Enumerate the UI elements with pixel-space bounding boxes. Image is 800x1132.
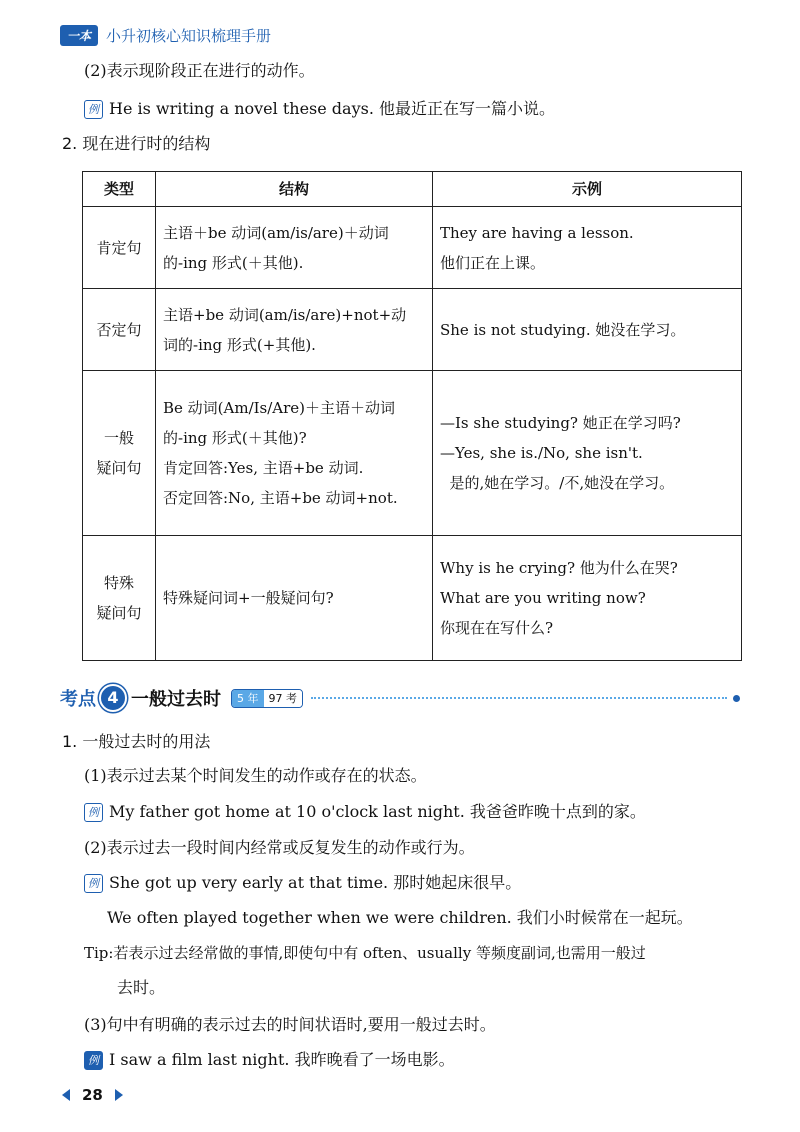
example-line-3b: We often played together when we were children. 我们小时候常在一起玩。 bbox=[107, 908, 693, 927]
row-example: They are having a lesson. 他们正在上课。 bbox=[433, 207, 742, 289]
structure-heading: 2. 现在进行时的结构 bbox=[62, 134, 211, 153]
section-label: 考点 bbox=[60, 689, 96, 710]
frequency-badge bbox=[231, 689, 303, 708]
next-page-arrow-icon[interactable] bbox=[115, 1089, 123, 1101]
example-line-1 bbox=[84, 98, 555, 120]
table-row bbox=[83, 207, 742, 289]
table-row bbox=[83, 536, 742, 661]
example-line-4 bbox=[84, 1049, 455, 1071]
book-title: 小升初核心知识梳理手册 bbox=[106, 26, 272, 45]
example-icon: 例 bbox=[84, 1051, 103, 1070]
row-type: 否定句 bbox=[83, 289, 156, 371]
tip-line-1: Tip:若表示过去经常做的事情,即使句中有 often、usually 等频度副词,也需用一般过 bbox=[84, 944, 646, 962]
row-example: Why is he crying? 他为什么在哭? What are you writing now? 你现在在写什么? bbox=[433, 536, 742, 661]
section-title: 一般过去时 bbox=[131, 689, 221, 710]
prev-page-arrow-icon[interactable] bbox=[62, 1089, 70, 1101]
row-structure: 主语＋be 动词(am/is/are)＋动词 的-ing 形式(＋其他). bbox=[156, 207, 433, 289]
example-text: He is writing a novel these days. 他最近正在写一篇小说。 bbox=[109, 99, 556, 118]
header-example: 示例 bbox=[433, 172, 742, 207]
example-line-2 bbox=[84, 801, 646, 823]
dotted-divider bbox=[311, 697, 727, 699]
row-structure: Be 动词(Am/Is/Are)＋主语＋动词 的-ing 形式(＋其他)? 肯定回答:Yes, 主语+be 动词. 否定回答:No, 主语+be 动词+not. bbox=[156, 371, 433, 536]
frequency-years: 5 年 bbox=[232, 690, 264, 707]
example-text: She got up very early at that time. 那时她起床很早。 bbox=[109, 873, 522, 892]
example-text: I saw a film last night. 我昨晚看了一场电影。 bbox=[109, 1050, 455, 1069]
example-icon: 例 bbox=[84, 803, 103, 822]
brand-badge: 一本 bbox=[60, 25, 98, 46]
header-structure: 结构 bbox=[156, 172, 433, 207]
page-number: 28 bbox=[82, 1086, 103, 1104]
example-icon: 例 bbox=[84, 874, 103, 893]
row-example: She is not studying. 她没在学习。 bbox=[433, 289, 742, 371]
divider-end-dot bbox=[733, 695, 740, 702]
section-heading bbox=[60, 684, 740, 712]
example-icon: 例 bbox=[84, 100, 103, 119]
row-type: 特殊 疑问句 bbox=[83, 536, 156, 661]
page-footer bbox=[62, 1086, 123, 1104]
usage-heading: 1. 一般过去时的用法 bbox=[62, 732, 211, 751]
section-number: 4 bbox=[99, 684, 127, 712]
page-header bbox=[60, 22, 271, 48]
table-header-row bbox=[83, 172, 742, 207]
row-example: —Is she studying? 她正在学习吗? —Yes, she is./No, she isn't. 是的,她在学习。/不,她没在学习。 bbox=[433, 371, 742, 536]
row-type: 肯定句 bbox=[83, 207, 156, 289]
tip-line-2: 去时。 bbox=[117, 978, 166, 997]
usage-point-2: (2)表示过去一段时间内经常或反复发生的动作或行为。 bbox=[84, 838, 475, 857]
usage-point-3: (3)句中有明确的表示过去的时间状语时,要用一般过去时。 bbox=[84, 1015, 496, 1034]
row-type: 一般 疑问句 bbox=[83, 371, 156, 536]
row-structure: 主语+be 动词(am/is/are)+not+动 词的-ing 形式(+其他). bbox=[156, 289, 433, 371]
table-row bbox=[83, 371, 742, 536]
row-structure: 特殊疑问词+一般疑问句? bbox=[156, 536, 433, 661]
table-row bbox=[83, 289, 742, 371]
point-2-text: (2)表示现阶段正在进行的动作。 bbox=[84, 61, 315, 80]
header-type: 类型 bbox=[83, 172, 156, 207]
grammar-table bbox=[82, 171, 742, 661]
example-text: My father got home at 10 o'clock last night. 我爸爸昨晚十点到的家。 bbox=[109, 802, 646, 821]
frequency-count: 97 考 bbox=[264, 690, 303, 707]
example-line-3 bbox=[84, 872, 521, 894]
usage-point-1: (1)表示过去某个时间发生的动作或存在的状态。 bbox=[84, 766, 427, 785]
